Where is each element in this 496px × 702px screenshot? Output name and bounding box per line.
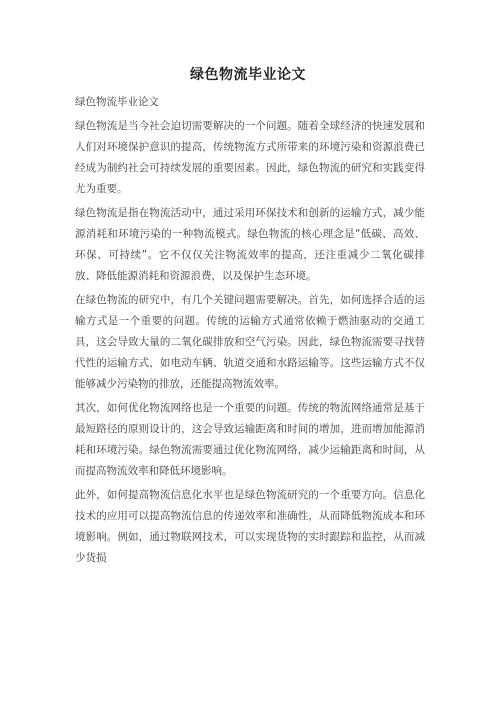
- paragraph-2: 绿色物流是指在物流活动中，通过采用环保技术和创新的运输方式，减少能源消耗和环境污染的一种物流模式。绿色物流的核心理念是“低碳、高效、环保、可持续”。它不仅仅关注物流效率的提高，还注重减少二氧化碳排放、降低能源消耗和资源浪费，以及保护生态环境。: [75, 207, 425, 282]
- paragraph-4: 其次，如何优化物流网络也是一个重要的问题。传统的物流网络通常是基于最短路径的原则设计的，这会导致运输距离和时间的增加，进而增加能源消耗和环境污染。绿色物流需要通过优化物流网络，减少运输距离和时间，从而提高物流效率和降低环境影响。: [75, 402, 425, 477]
- paragraph-1: 绿色物流是当今社会迫切需要解决的一个问题。随着全球经济的快速发展和人们对环境保护意识的提高，传统物流方式所带来的环境污染和资源浪费已经成为制约社会可持续发展的重要因素。因此，绿色物流的研究和实践变得尤为重要。: [75, 120, 425, 195]
- document-body: [75, 92, 425, 572]
- document-title: 绿色物流毕业论文: [190, 67, 306, 83]
- paragraph-3: 在绿色物流的研究中，有几个关键问题需要解决。首先，如何选择合适的运输方式是一个重要的问题。传统的运输方式通常依赖于燃油驱动的交通工具，这会导致大量的二氧化碳排放和空气污染。因此，绿色物流需要寻找替代性的运输方式，如电动车辆、轨道交通和水路运输等。这些运输方式不仅能够减少污染物的排放，还能提高物流效率。: [75, 294, 425, 390]
- document-subtitle: 绿色物流毕业论文: [75, 96, 159, 108]
- paragraph-5: 此外，如何提高物流信息化水平也是绿色物流研究的一个重要方向。信息化技术的应用可以提高物流信息的传递效率和准确性，从而降低物流成本和环境影响。例如，通过物联网技术，可以实现货物的实时跟踪和监控，从而减少货损: [75, 489, 425, 564]
